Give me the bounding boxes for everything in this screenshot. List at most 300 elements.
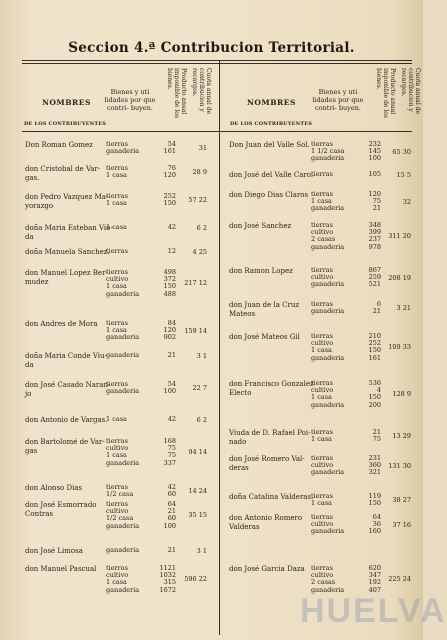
- product-values: [355, 141, 381, 163]
- contributor-name: [229, 191, 307, 200]
- product-value: 150: [163, 199, 176, 208]
- contributor-name: [229, 171, 314, 180]
- product-value: 161: [163, 147, 176, 156]
- left-names-header: NOMBRES: [42, 98, 91, 107]
- property-type: ganaderia: [106, 585, 140, 594]
- property-type: 1 casa: [311, 197, 332, 206]
- contributor-name: [25, 381, 111, 399]
- product-value: 150: [368, 346, 381, 355]
- property-type: cultivo: [311, 520, 334, 529]
- quota-total: 3 1: [196, 547, 207, 555]
- contributor-name: [229, 493, 314, 502]
- property-type: 1 1/2 casa: [311, 147, 345, 156]
- property-type: ganaderia: [106, 289, 140, 298]
- property-type: tierras: [311, 379, 333, 387]
- quota-total: 13 29: [392, 432, 411, 441]
- contributor-name-line: Viuda de D. Rafael Poi-: [229, 429, 311, 437]
- contributor-name-line: Don Juan del Valle Sol.: [229, 141, 310, 149]
- contributor-name: [25, 193, 109, 211]
- product-values: [150, 416, 176, 423]
- product-value: 252: [368, 339, 381, 348]
- contributor-name: [229, 514, 307, 532]
- property-type: ganaderia: [106, 546, 140, 554]
- quota-total: 208 19: [388, 273, 411, 282]
- contributor-name-line: don José Casado Naran-: [25, 381, 111, 389]
- product-value: 42: [167, 483, 176, 491]
- quota-total: 65 30: [392, 147, 411, 156]
- product-value: 76: [167, 164, 176, 172]
- product-values: [150, 565, 176, 594]
- property-type: tierras: [106, 164, 128, 172]
- product-value: 54: [167, 140, 176, 148]
- quota-total: 35 15: [188, 511, 207, 520]
- property-type: ganaderia: [311, 204, 345, 213]
- contributor-name-line: gas: [25, 447, 38, 455]
- contributor-name-line: don Antonio Romero: [229, 514, 303, 522]
- property-type: tierras: [106, 500, 128, 508]
- contributor-name-line: don Manuel Pascual: [25, 565, 97, 573]
- quota-total: 596 22: [184, 575, 207, 584]
- quota-total: 57 22: [188, 196, 207, 205]
- quota-total: 128 9: [392, 390, 411, 399]
- quota-total: 31: [198, 144, 207, 153]
- center-divider: [219, 60, 220, 635]
- contributor-name-line: Contras: [25, 510, 54, 518]
- property-types: [311, 141, 344, 163]
- header-bottom-rule: [22, 131, 412, 132]
- contributor-name-line: don José Limosa: [25, 547, 83, 555]
- quota-total: 131 30: [388, 461, 411, 470]
- property-type: ganaderia: [311, 242, 345, 251]
- contributor-name-line: Mateos: [229, 310, 256, 318]
- product-value: 100: [163, 387, 176, 396]
- property-type: ganaderia: [106, 147, 140, 156]
- quota-total: 94 14: [188, 448, 207, 457]
- product-values: [150, 269, 176, 298]
- product-values: [150, 224, 176, 231]
- property-type: tierras: [311, 492, 333, 500]
- property-type: tierras: [106, 564, 128, 572]
- product-value: 200: [368, 400, 381, 409]
- contributor-name: [25, 141, 103, 150]
- product-values: [355, 333, 381, 362]
- product-value: 12: [167, 247, 176, 255]
- product-values: [355, 514, 381, 536]
- product-values: [150, 484, 176, 498]
- product-values: [150, 165, 176, 179]
- property-type: 1 casa: [311, 393, 332, 402]
- left-cuota-header: Cuota anual de contribucion y recargos.: [191, 68, 212, 115]
- product-value: 399: [368, 228, 381, 237]
- contributor-name-line: doña Manuela Sanchez.: [25, 248, 110, 256]
- header-top-rule-2: [22, 63, 412, 64]
- contributor-name: [25, 547, 103, 556]
- property-type: 1 casa: [106, 326, 127, 335]
- product-values: [355, 565, 381, 594]
- property-type: cultivo: [106, 275, 129, 284]
- contributor-name-line: don Diego Dias Claros: [229, 191, 309, 199]
- product-value: 321: [368, 468, 381, 477]
- property-types: [106, 269, 139, 298]
- property-type: tierras: [311, 564, 333, 572]
- contributor-name: [25, 320, 103, 329]
- contributor-name-line: don Cristobal de Var-: [25, 165, 101, 173]
- contributor-name: [25, 438, 103, 456]
- property-types: [106, 248, 128, 255]
- property-types: [311, 493, 333, 507]
- property-type: cultivo: [311, 273, 334, 282]
- contributor-name-line: don Manuel Lopez Ber-: [25, 269, 108, 277]
- product-value: 60: [167, 514, 176, 523]
- property-type: 1 casa: [106, 223, 127, 231]
- property-type: cultivo: [106, 507, 129, 516]
- contributor-name-line: don Ramon Lopez: [229, 267, 293, 275]
- product-value: 100: [163, 521, 176, 530]
- product-value: 100: [368, 154, 381, 163]
- product-value: 64: [167, 500, 176, 508]
- product-value: 42: [167, 223, 176, 231]
- right-names-subheader: DE LOS CONTRIBUYENTES: [230, 121, 313, 127]
- product-values: [150, 547, 176, 554]
- product-value: 488: [163, 289, 176, 298]
- property-type: tierras: [106, 268, 128, 276]
- property-types: [311, 222, 344, 251]
- property-type: tierras: [311, 266, 333, 274]
- property-type: tierras: [106, 319, 128, 327]
- contributor-name-line: Valderas: [229, 523, 260, 531]
- product-values: [355, 301, 381, 315]
- contributor-name-line: da: [25, 233, 34, 241]
- product-value: 192: [368, 578, 381, 587]
- product-values: [355, 380, 381, 409]
- property-types: [106, 193, 128, 207]
- property-type: tierras: [106, 380, 128, 388]
- property-type: tierras: [106, 483, 128, 491]
- product-value: 150: [368, 393, 381, 402]
- product-value: 105: [368, 170, 381, 178]
- property-types: [311, 565, 344, 594]
- product-value: 210: [368, 332, 381, 340]
- property-type: cultivo: [311, 461, 334, 470]
- quota-total: 37 16: [392, 520, 411, 529]
- product-values: [150, 193, 176, 207]
- property-types: [311, 333, 344, 362]
- product-value: 21: [372, 307, 381, 316]
- contributor-name-line: gas.: [25, 174, 40, 182]
- product-value: 6: [376, 300, 381, 308]
- right-bienes-header: Bienes y uti lidades por que contri- buyen.: [312, 88, 364, 112]
- property-type: 1/2 casa: [106, 490, 134, 499]
- property-type: tierras: [106, 192, 128, 200]
- property-type: tierras: [311, 300, 333, 308]
- property-type: ganaderia: [311, 280, 345, 289]
- quota-total: 159 14: [184, 326, 207, 335]
- right-cuota-header: Cuota anual de contribucion y recargos.: [400, 68, 421, 115]
- quota-total: 3 1: [196, 352, 207, 360]
- contributor-name-line: don Juan de la Cruz: [229, 301, 300, 309]
- product-value: 168: [163, 437, 176, 445]
- property-types: [106, 381, 139, 395]
- contributor-name-line: don Bartolomé de Var-: [25, 438, 105, 446]
- property-types: [311, 171, 333, 178]
- right-entries: [229, 135, 419, 635]
- contributor-name-line: da: [25, 361, 34, 369]
- property-types: [311, 514, 344, 536]
- product-value: 54: [167, 380, 176, 388]
- property-types: [311, 455, 344, 477]
- quota-total: 38 27: [392, 496, 411, 505]
- product-value: 145: [368, 147, 381, 156]
- property-type: cultivo: [311, 386, 334, 395]
- product-values: [355, 493, 381, 507]
- quota-total: 14 24: [188, 487, 207, 496]
- property-type: cultivo: [311, 339, 334, 348]
- contributor-name-line: don José Sanchez: [229, 222, 292, 230]
- product-values: [355, 191, 381, 213]
- contributor-name: [25, 501, 103, 519]
- property-types: [311, 301, 344, 315]
- contributor-name-line: nado: [229, 438, 247, 446]
- product-value: 64: [372, 513, 381, 521]
- product-value: 1032: [159, 571, 176, 580]
- product-value: 498: [163, 268, 176, 276]
- product-value: 360: [368, 461, 381, 470]
- contributor-name: [229, 455, 307, 473]
- contributor-name-line: mudez: [25, 278, 49, 286]
- product-value: 902: [163, 333, 176, 342]
- property-type: 1 casa: [106, 199, 127, 208]
- property-type: tierras: [311, 428, 333, 436]
- product-value: 160: [368, 527, 381, 536]
- quota-total: 109 33: [388, 343, 411, 352]
- property-type: ganaderia: [106, 387, 140, 396]
- left-entries: [25, 135, 217, 635]
- header-top-rule: [22, 60, 412, 61]
- product-value: 75: [167, 444, 176, 453]
- product-value: 252: [163, 192, 176, 200]
- property-types: [106, 484, 133, 498]
- product-values: [355, 455, 381, 477]
- quota-total: 3 21: [396, 304, 411, 313]
- product-value: 1121: [159, 564, 176, 572]
- contributor-name: [229, 565, 307, 574]
- quota-total: 4 25: [192, 248, 207, 256]
- contributor-name: [229, 141, 310, 150]
- property-type: 2 casas: [311, 578, 336, 587]
- property-type: tierras: [311, 190, 333, 198]
- property-types: [106, 438, 139, 467]
- product-value: 867: [368, 266, 381, 274]
- contributor-name: [229, 301, 307, 319]
- contributor-name-line: doña Maria Esteban Vio-: [25, 224, 113, 232]
- product-value: 259: [368, 273, 381, 282]
- product-value: 161: [368, 353, 381, 362]
- contributor-name-line: don Pedro Vazquez Ma-: [25, 193, 109, 201]
- contributor-name: [25, 416, 108, 425]
- left-bienes-header: Bienes y uti lidades por que contri- buyen.: [104, 88, 156, 112]
- property-type: tierras: [311, 332, 333, 340]
- contributor-name-line: don Francisco Gonzalez: [229, 380, 314, 388]
- property-type: 2 casas: [311, 235, 336, 244]
- contributor-name-line: doña Catalina Valderas.: [229, 493, 314, 501]
- property-types: [106, 224, 127, 231]
- product-value: 237: [368, 235, 381, 244]
- left-names-subheader: DE LOS CONTRIBUYENTES: [24, 121, 107, 127]
- product-value: 84: [167, 319, 176, 327]
- property-type: tierras: [311, 170, 333, 178]
- contributor-name-line: don José Esmorrado: [25, 501, 97, 509]
- property-type: cultivo: [106, 571, 129, 580]
- contributor-name: [25, 248, 110, 257]
- property-types: [106, 565, 139, 594]
- property-type: tierras: [311, 140, 333, 148]
- contributor-name: [25, 165, 103, 183]
- contributor-name-line: don José Romero Val-: [229, 455, 305, 463]
- contributor-name: [229, 380, 314, 398]
- property-type: 1 casa: [311, 435, 332, 444]
- property-type: tierras: [106, 247, 128, 255]
- quota-total: 6 2: [196, 224, 207, 232]
- property-types: [106, 501, 139, 530]
- product-value: 21: [167, 546, 176, 554]
- property-types: [106, 352, 139, 359]
- contributor-name-line: jo: [25, 390, 32, 398]
- product-value: 620: [368, 564, 381, 572]
- property-type: tierras: [106, 140, 128, 148]
- contributor-name-line: deras: [229, 464, 249, 472]
- property-type: ganaderia: [311, 353, 345, 362]
- product-value: 75: [167, 451, 176, 460]
- property-type: tierras: [311, 513, 333, 521]
- property-type: 1 casa: [311, 346, 332, 355]
- quota-total: 28 9: [192, 168, 207, 177]
- product-value: 536: [368, 379, 381, 387]
- property-type: 1 casa: [106, 282, 127, 291]
- contributor-name: [229, 333, 307, 342]
- contributor-name: [25, 484, 103, 493]
- contributor-name: [25, 269, 108, 287]
- product-value: 150: [368, 499, 381, 508]
- quota-total: 15 5: [396, 171, 411, 179]
- product-values: [355, 222, 381, 251]
- product-value: 120: [368, 190, 381, 198]
- contributor-name: [229, 267, 307, 276]
- property-type: ganaderia: [311, 400, 345, 409]
- quota-total: 311 20: [388, 232, 411, 241]
- product-value: 120: [163, 326, 176, 335]
- property-type: 1 casa: [311, 499, 332, 508]
- contributor-name: [25, 224, 113, 242]
- contributor-name-line: don Alonso Dias: [25, 484, 83, 492]
- contributor-name-line: don José del Valle Caro.: [229, 171, 314, 179]
- property-types: [106, 141, 139, 155]
- product-values: [150, 141, 176, 155]
- property-type: ganaderia: [106, 458, 140, 467]
- product-value: 75: [372, 197, 381, 206]
- property-types: [106, 416, 127, 423]
- product-values: [150, 320, 176, 342]
- property-types: [311, 429, 333, 443]
- product-values: [150, 381, 176, 395]
- product-values: [355, 429, 381, 443]
- product-value: 60: [167, 490, 176, 499]
- property-type: tierras: [311, 454, 333, 462]
- product-values: [150, 501, 176, 530]
- product-value: 315: [163, 578, 176, 587]
- property-type: ganaderia: [311, 154, 345, 163]
- product-value: 120: [163, 171, 176, 180]
- product-value: 21: [372, 204, 381, 213]
- quota-total: 217 12: [184, 279, 207, 288]
- product-values: [150, 248, 176, 255]
- property-type: cultivo: [106, 444, 129, 453]
- property-type: 1/2 casa: [106, 514, 134, 523]
- property-type: ganaderia: [311, 527, 345, 536]
- property-type: ganaderia: [311, 585, 345, 594]
- product-values: [355, 267, 381, 289]
- property-type: ganaderia: [106, 351, 140, 359]
- property-type: tierras: [311, 221, 333, 229]
- page-title: Seccion 4.ª Contribucion Territorial.: [68, 40, 355, 56]
- product-value: 347: [368, 571, 381, 580]
- contributor-name-line: don José Mateos Gil: [229, 333, 300, 341]
- right-names-header: NOMBRES: [247, 98, 296, 107]
- contributor-name-line: doña Maria Conde Viu-: [25, 352, 107, 360]
- product-value: 407: [368, 585, 381, 594]
- product-value: 348: [368, 221, 381, 229]
- product-value: 337: [163, 458, 176, 467]
- product-value: 21: [167, 351, 176, 359]
- property-types: [106, 165, 128, 179]
- watermark-stamp: HUELVA: [300, 592, 447, 630]
- property-types: [106, 547, 139, 554]
- property-type: ganaderia: [106, 521, 140, 530]
- product-value: 21: [167, 507, 176, 516]
- product-values: [150, 438, 176, 467]
- property-types: [311, 267, 344, 289]
- contributor-name: [229, 222, 307, 231]
- product-values: [355, 171, 381, 178]
- contributor-name-line: yorazgo: [25, 202, 54, 210]
- product-value: 36: [372, 520, 381, 529]
- product-value: 42: [167, 415, 176, 423]
- contributor-name-line: don José Garcia Daza: [229, 565, 305, 573]
- product-value: 150: [163, 282, 176, 291]
- property-type: 1 casa: [106, 451, 127, 460]
- contributor-name: [229, 429, 311, 447]
- quota-total: 6 2: [196, 416, 207, 424]
- product-value: 75: [372, 435, 381, 444]
- property-type: 1 casa: [106, 415, 127, 423]
- product-value: 232: [368, 140, 381, 148]
- left-producto-header: Producto anual imponible de los bienes.: [166, 68, 187, 118]
- product-value: 231: [368, 454, 381, 462]
- property-types: [311, 380, 344, 409]
- property-type: ganaderia: [311, 468, 345, 477]
- contributor-name: [25, 565, 103, 574]
- property-types: [106, 320, 139, 342]
- property-type: tierras: [106, 437, 128, 445]
- product-value: 372: [163, 275, 176, 284]
- quota-total: 22 7: [192, 384, 207, 393]
- contributor-name-line: Don Roman Gomez: [25, 141, 93, 149]
- product-value: 978: [368, 242, 381, 251]
- property-type: 1 casa: [106, 171, 127, 180]
- product-values: [150, 352, 176, 359]
- property-type: ganaderia: [311, 307, 345, 316]
- product-value: 1672: [159, 585, 176, 594]
- product-value: 119: [368, 492, 381, 500]
